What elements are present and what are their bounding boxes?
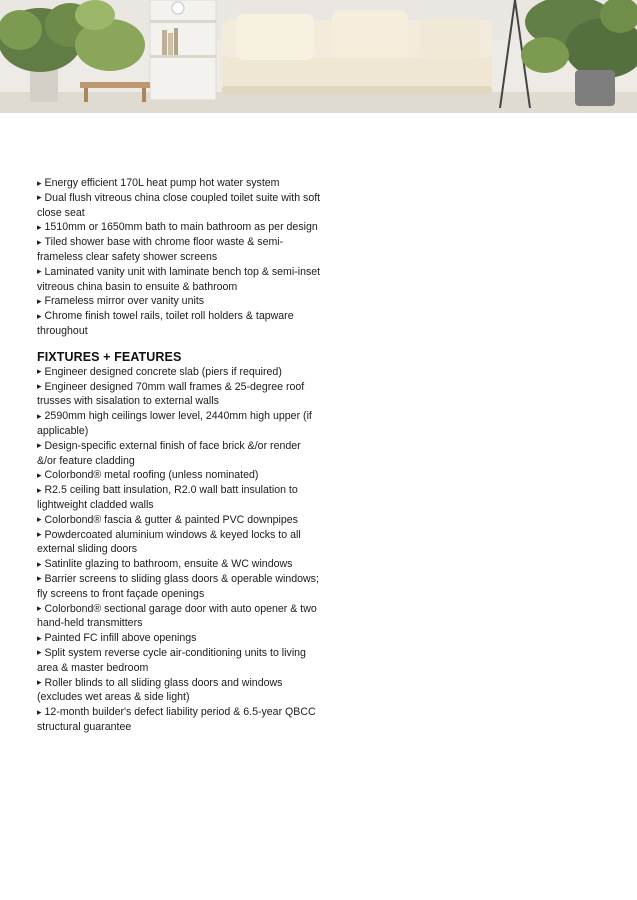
list-item: ▸ Colorbond® sectional garage door with auto opener & two hand-held transmitters [37,602,322,632]
list-item: ▸ Energy efficient 170L heat pump hot water system [37,176,322,191]
list-item: ▸ Dual flush vitreous china close coupled toilet suite with soft close seat [37,191,322,221]
list-item: ▸ Painted FC infill above openings [37,631,322,646]
list-item: ▸ Satinlite glazing to bathroom, ensuite & WC windows [37,557,322,572]
list-item: ▸ Powdercoated aluminium windows & keyed locks to all external sliding doors [37,528,322,558]
list-item: ▸ Chrome finish towel rails, toilet roll holders & tapware throughout [37,309,322,339]
list-item: ▸ Engineer designed 70mm wall frames & 25-degree roof trusses with sisalation to external walls [37,380,322,410]
list-item: ▸ Laminated vanity unit with laminate bench top & semi-inset vitreous china basin to ensuite & bathroom [37,265,322,295]
specification-content [37,176,322,735]
list-item: ▸ 12-month builder's defect liability period & 6.5-year QBCC structural guarantee [37,705,322,735]
inclusions-list [37,176,322,339]
list-item: ▸ Split system reverse cycle air-conditioning units to living area & master bedroom [37,646,322,676]
section-title-fixtures: FIXTURES + FEATURES [37,349,182,364]
list-item: ▸ Colorbond® fascia & gutter & painted PVC downpipes [37,513,322,528]
hero-image [0,0,637,113]
list-item: ▸ Barrier screens to sliding glass doors & operable windows; fly screens to front façade openings [37,572,322,602]
list-item: ▸ 1510mm or 1650mm bath to main bathroom as per design [37,220,322,235]
list-item: ▸ Colorbond® metal roofing (unless nominated) [37,468,322,483]
living-room-illustration [0,0,637,113]
list-item: ▸ Roller blinds to all sliding glass doors and windows (excludes wet areas & side light) [37,676,322,706]
list-item: ▸ Design-specific external finish of face brick &/or render &/or feature cladding [37,439,322,469]
list-item: ▸ R2.5 ceiling batt insulation, R2.0 wall batt insulation to lightweight cladded walls [37,483,322,513]
list-item: ▸ Engineer designed concrete slab (piers if required) [37,365,322,380]
fixtures-list [37,365,322,735]
list-item: ▸ Frameless mirror over vanity units [37,294,322,309]
list-item: ▸ 2590mm high ceilings lower level, 2440mm high upper (if applicable) [37,409,322,439]
list-item: ▸ Tiled shower base with chrome floor waste & semi-frameless clear safety shower screens [37,235,322,265]
